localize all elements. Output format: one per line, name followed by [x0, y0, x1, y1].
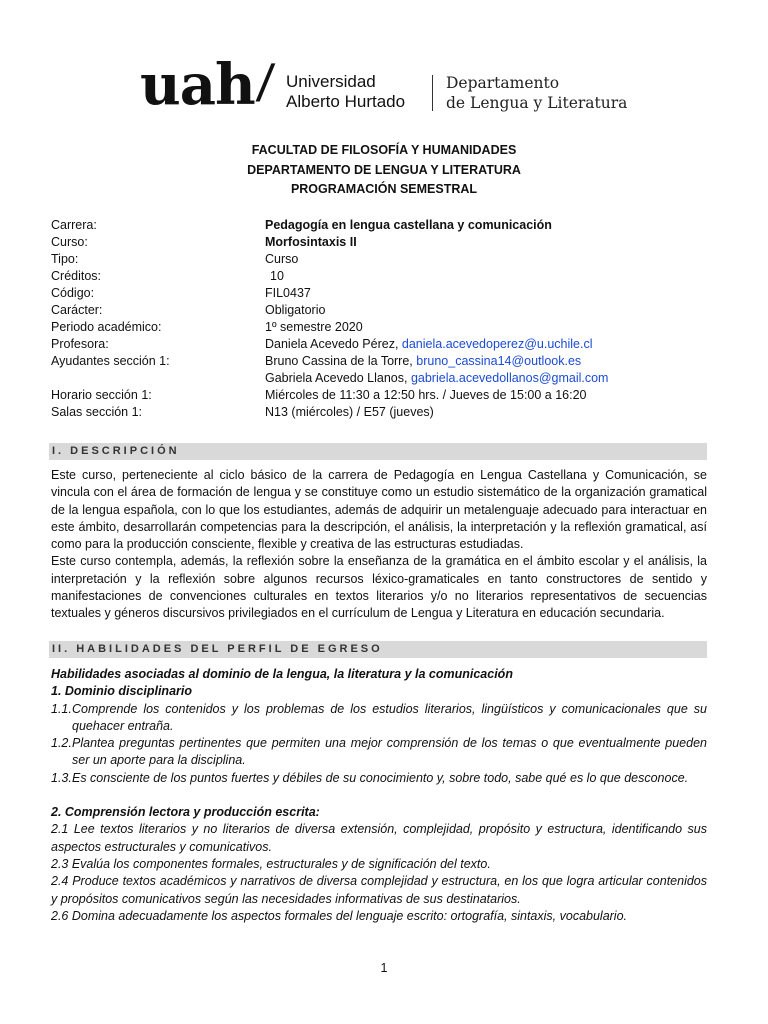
info-row-tipo: Tipo: Curso — [51, 252, 299, 266]
skills-heading: Habilidades asociadas al dominio de la lengua, la literatura y la comunicación — [51, 667, 513, 681]
section-descripcion-header: I. DESCRIPCIÓN — [49, 443, 707, 460]
info-row-curso: Curso: Morfosintaxis II — [51, 235, 357, 249]
document-titles — [0, 141, 768, 200]
course-info — [51, 217, 711, 421]
university-name: Universidad Alberto Hurtado — [286, 72, 406, 111]
info-row-creditos: Créditos: 10 — [51, 269, 284, 283]
section-habilidades-header: II. HABILIDADES DEL PERFIL DE EGRESO — [49, 641, 707, 658]
info-row-ayudantes-2: Gabriela Acevedo Llanos, gabriela.acevedollanos@gmail.com — [265, 371, 609, 385]
faculty-title: FACULTAD DE FILOSOFÍA Y HUMANIDADES — [251, 143, 517, 157]
info-row-ayudantes: Ayudantes sección 1: Bruno Cassina de la Torre, bruno_cassina14@outlook.es — [51, 354, 582, 368]
list-item: 2.6 Domina adecuadamente los aspectos formales del lenguaje escrito: ortografía, sintaxis, vocabulario. — [51, 908, 628, 923]
page-number: 1 — [380, 961, 388, 975]
info-row-salas: Salas sección 1: N13 (miércoles) / E57 (jueves) — [51, 405, 434, 419]
list-item: 2.1 Lee textos literarios y no literarios de diversa extensión, complejidad, propósito y estructura, identificando sus aspectos estructurales y comunicativos. — [51, 822, 707, 854]
list-item: 2.3 Evalúa los componentes formales, estructurales y de significación del texto. — [51, 856, 491, 871]
logo-divider — [432, 75, 433, 111]
university-logo — [140, 52, 640, 120]
section-descripcion-body — [51, 467, 707, 623]
list-item: 1.2. Plantea preguntas pertinentes que permiten una mejor comprensión de los temas o que eventualmente pueden ser un aporte para la disciplina. — [51, 736, 707, 768]
program-title: PROGRAMACIÓN SEMESTRAL — [290, 182, 478, 196]
info-row-horario: Horario sección 1: Miércoles de 11:30 a 12:50 hrs. / Jueves de 15:00 a 16:20 — [51, 388, 587, 402]
info-row-periodo: Periodo académico: 1º semestre 2020 — [51, 320, 363, 334]
list-item: 1.3. Es consciente de los puntos fuertes y débiles de su conocimiento y, sobre todo, sabe qué es lo que desconoce. — [51, 770, 689, 785]
descripcion-paragraph-2: Este curso contempla, además, la reflexión sobre la enseñanza de la gramática en el ámbito escolar y el análisis, la interpretación y la reflexión sobre algunos recursos léxico-gramaticales en tanto constructores de sentido y manifestaciones de convenciones culturales en textos literarios y/o no literarios representativos de secuencias textuales y géneros discursivos privilegiados en el currículum de Lengua y Literatura en educación secundaria. — [51, 554, 707, 621]
list-item: 1.1. Comprende los contenidos y los problemas de los estudios literarios, lingüísticos y comunicacionales que su quehacer entraña. — [51, 701, 707, 733]
profesora-email-link[interactable]: daniela.acevedoperez@u.uchile.cl — [401, 337, 593, 351]
logo-mark: uah — [140, 52, 255, 118]
skills-subheading-2: 2. Comprensión lectora y producción escrita: — [51, 805, 320, 820]
department-title: DEPARTAMENTO DE LENGUA Y LITERATURA — [247, 162, 521, 177]
ayudante2-email-link[interactable]: gabriela.acevedollanos@gmail.com — [410, 371, 609, 385]
info-row-caracter: Carácter: Obligatorio — [51, 303, 326, 317]
ayudante1-email-link[interactable]: bruno_cassina14@outlook.es — [416, 354, 582, 368]
info-row-carrera: Carrera: Pedagogía en lengua castellana y comunicación — [51, 218, 552, 232]
descripcion-paragraph-1: Este curso, perteneciente al ciclo básico de la carrera de Pedagogía en Lengua Castellana y Comunicación, se vincula con el área de formación de lengua y se constituye como un estudio sistemático de la organización gramatical de la lengua española, con lo que los estudiantes, además de adquirir un metalenguaje adecuado para interactuar en este ámbito, desarrollarán competencias para la descripción, el análisis, la interpretación y la reflexión gramatical, así como para la producción consciente, flexible y creativa de las estructuras estudiadas. — [51, 468, 707, 552]
info-row-codigo: Código: FIL0437 — [51, 286, 311, 300]
skills-subheading-1: 1. Dominio disciplinario — [51, 684, 192, 699]
section-habilidades-body — [51, 666, 707, 925]
logo-slash: / — [253, 55, 277, 113]
list-item: 2.4 Produce textos académicos y narrativos de diversa complejidad y estructura, en los que logra articular contenidos y propósitos comunicativos según las necesidades informativas de sus destinatarios. — [51, 874, 707, 906]
department-name: Departamento de Lengua y Literatura — [446, 74, 628, 112]
info-row-profesora: Profesora: Daniela Acevedo Pérez, daniela.acevedoperez@u.uchile.cl — [51, 337, 593, 351]
